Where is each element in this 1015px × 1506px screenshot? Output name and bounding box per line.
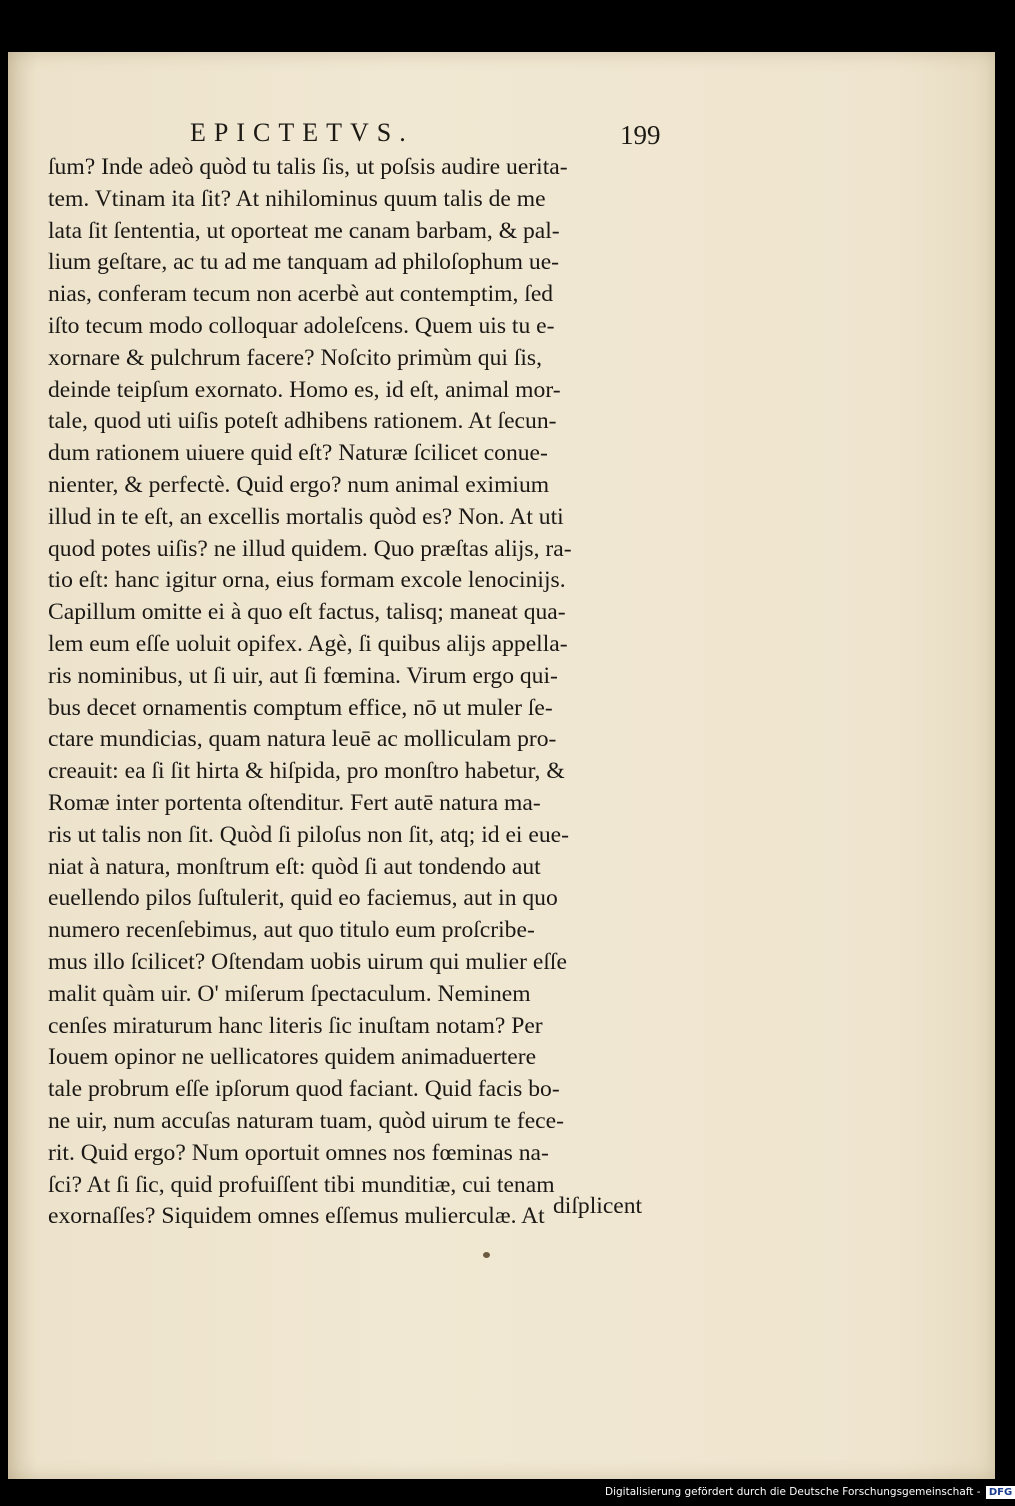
dfg-logo: DFG [986,1486,1015,1499]
text-line: xornare & pulchrum facere? Noſcito primùm qui ſis, [48,344,543,371]
text-line: creauit: ea ſi ſit hirta & hiſpida, pro monſtro habetur, & [48,758,565,785]
text-line: tale probrum eſſe ipſorum quod faciant. Quid facis bo- [48,1076,560,1103]
text-line: deinde teipſum exornato. Homo es, id eſt, animal mor- [48,376,561,403]
text-line: niat à natura, monſtrum eſt: quòd ſi aut tondendo aut [48,853,541,880]
paper-speck [483,1252,490,1258]
text-line: mus illo ſcilicet? Oſtendam uobis uirum qui mulier eſſe [48,948,567,975]
digitization-credit [605,1486,1015,1504]
text-line: cenſes miraturum hanc literis ſic inuſtam notam? Per [48,1012,543,1039]
running-header [190,118,680,154]
text-line: ris nominibus, ut ſi uir, aut ſi fœmina. Virum ergo qui- [48,662,558,689]
text-line: ris ut talis non ſit. Quòd ſi piloſus non ſit, atq; id ei eue- [48,821,569,848]
text-line: Romæ inter portenta oſtenditur. Fert autē natura ma- [48,789,541,816]
page-number: 199 [620,120,661,150]
text-line: ctare mundicias, quam natura leuē ac molliculam pro- [48,726,557,753]
text-line: nias, conferam tecum non acerbè aut contemptim, ſed [48,281,554,308]
text-line: lem eum eſſe uoluit opifex. Agè, ſi quibus alijs appella- [48,630,568,657]
text-line: ne uir, num accuſas naturam tuam, quòd uirum te fece- [48,1107,564,1134]
text-line: exornaſſes? Siquidem omnes eſſemus mulierculæ. At [48,1203,545,1230]
text-line: numero recenſebimus, aut quo titulo eum proſcribe- [48,917,535,944]
text-line: lium geſtare, ac tu ad me tanquam ad philoſophum ue- [48,249,560,276]
text-line: tio eſt: hanc igitur orna, eius formam excole lenocinijs. [48,567,566,594]
text-line: ſum? Inde adeò quòd tu talis ſis, ut poſsis audire uerita- [48,154,568,180]
text-line: lata ſit ſententia, ut oporteat me canam barbam, & pal- [48,217,560,244]
text-line: dum rationem uiuere quid eſt? Naturæ ſcilicet conue- [48,440,548,467]
text-line: tale, quod uti uiſis poteſt adhibens rationem. At ſecun- [48,408,557,435]
text-line: bus decet ornamentis comptum effice, nō ut muler ſe- [48,694,553,721]
credit-text: Digitalisierung gefördert durch die Deutsche Forschungsgemeinschaft - [605,1486,981,1498]
body-text [48,152,678,1233]
catchword: diſplicent [553,1193,643,1219]
text-line: illud in te eſt, an excellis mortalis quòd es? Non. At uti [48,503,564,530]
text-line: iſto tecum modo colloquar adoleſcens. Quem uis tu e- [48,312,555,339]
text-line: quod potes uiſis? ne illud quidem. Quo præſtas alijs, ra- [48,535,572,562]
text-line: ſci? At ſi ſic, quid profuiſſent tibi munditiæ, cui tenam [48,1171,555,1198]
text-line: Capillum omitte ei à quo eſt factus, talisq; maneat qua- [48,599,566,626]
text-line: Iouem opinor ne uellicatores quidem animaduertere [48,1044,537,1071]
text-line: euellendo pilos ſuſtulerit, quid eo faciemus, aut in quo [48,885,558,912]
text-line: tem. Vtinam ita ſit? At nihilominus quum talis de me [48,185,546,212]
text-line: rit. Quid ergo? Num oportuit omnes nos fœminas na- [48,1139,549,1166]
text-line: malit quàm uir. O' miſerum ſpectaculum. Neminem [48,980,531,1007]
running-title: EPICTETVS. [190,118,414,147]
text-line: nienter, & perfectè. Quid ergo? num animal eximium [48,471,550,498]
